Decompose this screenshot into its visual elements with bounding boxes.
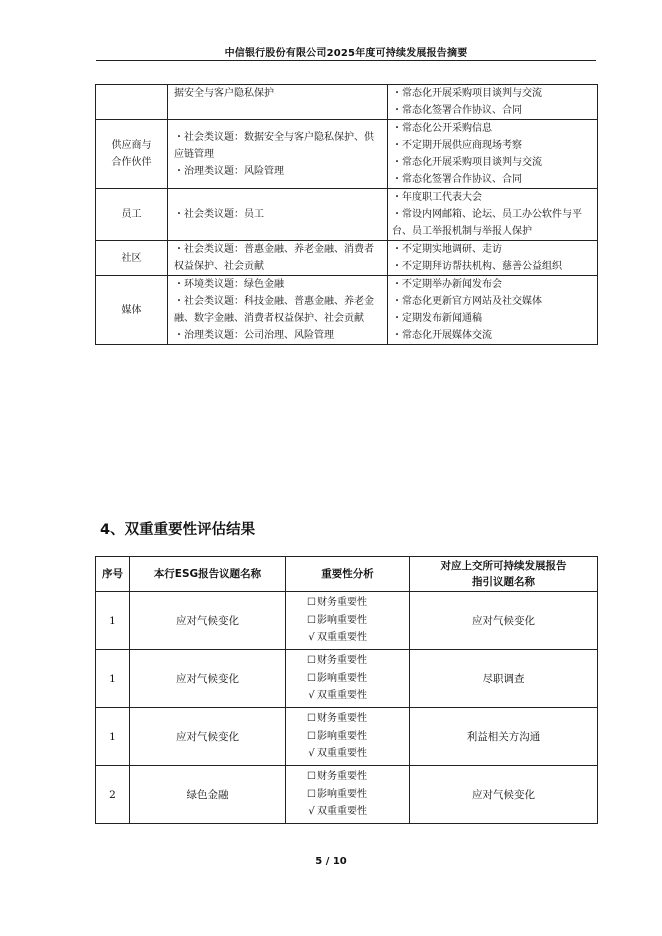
stakeholder-channel-line: ・常态化开展采购项目谈判与交流 xyxy=(392,88,542,99)
checkmark-icon: √ xyxy=(308,806,315,818)
materiality-checkbox-option xyxy=(306,612,409,630)
header-guideline-line2: 指引议题名称 xyxy=(472,576,535,588)
header-serial-no: 序号 xyxy=(96,557,130,592)
checkbox-empty-icon: ☐ xyxy=(307,672,316,684)
materiality-checkbox-option xyxy=(306,803,409,821)
materiality-option-label: 财务重要性 xyxy=(317,597,367,609)
materiality-analysis-cell xyxy=(286,708,410,766)
materiality-option-label: 财务重要性 xyxy=(317,771,367,783)
stakeholder-channel-line: ・不定期开展供应商现场考察 xyxy=(392,140,522,151)
stakeholder-channel-line: ・定期发布新闻通稿 xyxy=(392,313,482,324)
materiality-option-label: 双重重要性 xyxy=(317,690,367,702)
stakeholder-channels-cell xyxy=(388,85,598,120)
stakeholder-group-name: 社区 xyxy=(121,252,142,264)
materiality-analysis-cell xyxy=(286,592,410,650)
materiality-option-label: 影响重要性 xyxy=(317,614,367,626)
stakeholder-channel-line: ・常态化开展采购项目谈判与交流 xyxy=(392,157,542,168)
checkmark-icon: √ xyxy=(308,748,315,760)
stakeholder-channels-cell xyxy=(388,241,598,276)
serial-number: 1 xyxy=(96,650,130,708)
stakeholder-channels-cell xyxy=(388,189,598,241)
stakeholder-topic-line: ・社会类议题：员工 xyxy=(174,209,264,220)
materiality-option-label: 财务重要性 xyxy=(317,655,367,667)
serial-number: 1 xyxy=(96,708,130,766)
materiality-option-label: 影响重要性 xyxy=(317,788,367,800)
materiality-option-label: 双重重要性 xyxy=(317,748,367,760)
stakeholder-topic-line: ・社会类议题：科技金融、普惠金融、养老金融、数字金融、消费者权益保护、社会贡献 xyxy=(174,296,374,324)
stakeholder-channels-cell xyxy=(388,276,598,345)
checkbox-empty-icon: ☐ xyxy=(307,597,316,609)
report-topic-name: 应对气候变化 xyxy=(130,708,286,766)
materiality-checkbox-option xyxy=(306,652,409,670)
header-materiality-analysis: 重要性分析 xyxy=(286,557,410,592)
stakeholder-channel-line: ・不定期实地调研、走访 xyxy=(392,244,502,255)
header-topic-name: 本行ESG报告议题名称 xyxy=(130,557,286,592)
materiality-option-label: 影响重要性 xyxy=(317,672,367,684)
report-topic-name: 应对气候变化 xyxy=(130,592,286,650)
stakeholder-communication-table xyxy=(95,84,598,345)
stakeholder-group-cell xyxy=(96,189,168,241)
header-guideline-topic xyxy=(410,557,598,592)
materiality-option-label: 财务重要性 xyxy=(317,713,367,725)
stakeholder-topics-cell xyxy=(168,120,388,189)
stakeholder-group-cell xyxy=(96,120,168,189)
stakeholder-topics-cell xyxy=(168,189,388,241)
materiality-option-label: 双重重要性 xyxy=(317,806,367,818)
checkbox-empty-icon: ☐ xyxy=(307,713,316,725)
stakeholder-topics-cell xyxy=(168,85,388,120)
stakeholder-topic-line: ・社会类议题：普惠金融、养老金融、消费者权益保护、社会贡献 xyxy=(174,244,374,272)
materiality-row xyxy=(96,592,598,650)
stakeholder-channel-line: ・常态化签署合作协议、合同 xyxy=(392,105,522,116)
materiality-analysis-cell xyxy=(286,650,410,708)
header-rule xyxy=(96,60,596,61)
stakeholder-group-cell xyxy=(96,241,168,276)
stakeholder-topic-line: ・环境类议题：绿色金融 xyxy=(174,279,284,290)
guideline-topic-name: 尽职调查 xyxy=(410,650,598,708)
serial-number: 2 xyxy=(96,766,130,824)
stakeholder-topic-line: 据安全与客户隐私保护 xyxy=(174,88,274,99)
stakeholder-channel-line: ・常态化开展媒体交流 xyxy=(392,330,492,341)
stakeholder-channel-line: ・不定期拜访帮扶机构、慈善公益组织 xyxy=(392,261,562,272)
materiality-checkbox-option xyxy=(306,594,409,612)
guideline-topic-name: 利益相关方沟通 xyxy=(410,708,598,766)
materiality-option-label: 双重重要性 xyxy=(317,632,367,644)
checkmark-icon: √ xyxy=(308,632,315,644)
checkbox-empty-icon: ☐ xyxy=(307,655,316,667)
stakeholder-group-name: 供应商与合作伙伴 xyxy=(111,140,152,168)
materiality-checkbox-option xyxy=(306,768,409,786)
stakeholder-group-cell xyxy=(96,276,168,345)
report-topic-name: 绿色金融 xyxy=(130,766,286,824)
materiality-checkbox-option xyxy=(306,687,409,705)
materiality-checkbox-option xyxy=(306,728,409,746)
document-header-title: 中信银行股份有限公司2025年度可持续发展报告摘要 xyxy=(224,48,468,59)
materiality-header-row xyxy=(96,557,598,592)
stakeholder-channel-line: ・常态化签署合作协议、合同 xyxy=(392,174,522,185)
stakeholder-channels-cell xyxy=(388,120,598,189)
materiality-row xyxy=(96,650,598,708)
checkbox-empty-icon: ☐ xyxy=(307,614,316,626)
guideline-topic-name: 应对气候变化 xyxy=(410,592,598,650)
stakeholder-channel-line: ・不定期举办新闻发布会 xyxy=(392,279,502,290)
materiality-checkbox-option xyxy=(306,710,409,728)
report-topic-name: 应对气候变化 xyxy=(130,650,286,708)
guideline-topic-name: 应对气候变化 xyxy=(410,766,598,824)
serial-number: 1 xyxy=(96,592,130,650)
stakeholder-channel-line: ・常态化公开采购信息 xyxy=(392,123,492,134)
stakeholder-row xyxy=(96,120,598,189)
stakeholder-topics-cell xyxy=(168,241,388,276)
stakeholder-channel-line: ・常态化更新官方网站及社交媒体 xyxy=(392,296,542,307)
checkbox-empty-icon: ☐ xyxy=(307,788,316,800)
stakeholder-group-name: 媒体 xyxy=(121,304,142,316)
stakeholder-channel-line: ・年度职工代表大会 xyxy=(392,192,482,203)
stakeholder-row xyxy=(96,189,598,241)
stakeholder-row xyxy=(96,85,598,120)
stakeholder-group-name: 员工 xyxy=(121,209,142,220)
stakeholder-row xyxy=(96,276,598,345)
materiality-checkbox-option xyxy=(306,786,409,804)
stakeholder-topic-line: ・社会类议题：数据安全与客户隐私保护、供应链管理 xyxy=(174,131,374,160)
stakeholder-topic-line: ・治理类议题：公司治理、风险管理 xyxy=(174,330,334,341)
materiality-option-label: 影响重要性 xyxy=(317,730,367,742)
section-title-double-materiality: 4、双重重要性评估结果 xyxy=(100,522,256,538)
page-number: 5 / 10 xyxy=(315,856,347,867)
checkbox-empty-icon: ☐ xyxy=(307,771,316,783)
materiality-assessment-table xyxy=(95,556,598,824)
materiality-checkbox-option xyxy=(306,670,409,688)
materiality-row xyxy=(96,708,598,766)
stakeholder-topics-cell xyxy=(168,276,388,345)
stakeholder-topic-line: ・治理类议题：风险管理 xyxy=(174,165,284,177)
header-guideline-line1: 对应上交所可持续发展报告 xyxy=(440,560,567,572)
materiality-analysis-cell xyxy=(286,766,410,824)
checkbox-empty-icon: ☐ xyxy=(307,730,316,742)
checkmark-icon: √ xyxy=(308,690,315,702)
stakeholder-group-cell xyxy=(96,85,168,120)
materiality-checkbox-option xyxy=(306,745,409,763)
stakeholder-channel-line: ・常设内网邮箱、论坛、员工办公软件与平台、员工举报机制与举报人保护 xyxy=(392,209,582,237)
stakeholder-row xyxy=(96,241,598,276)
materiality-checkbox-option xyxy=(306,629,409,647)
materiality-row xyxy=(96,766,598,824)
